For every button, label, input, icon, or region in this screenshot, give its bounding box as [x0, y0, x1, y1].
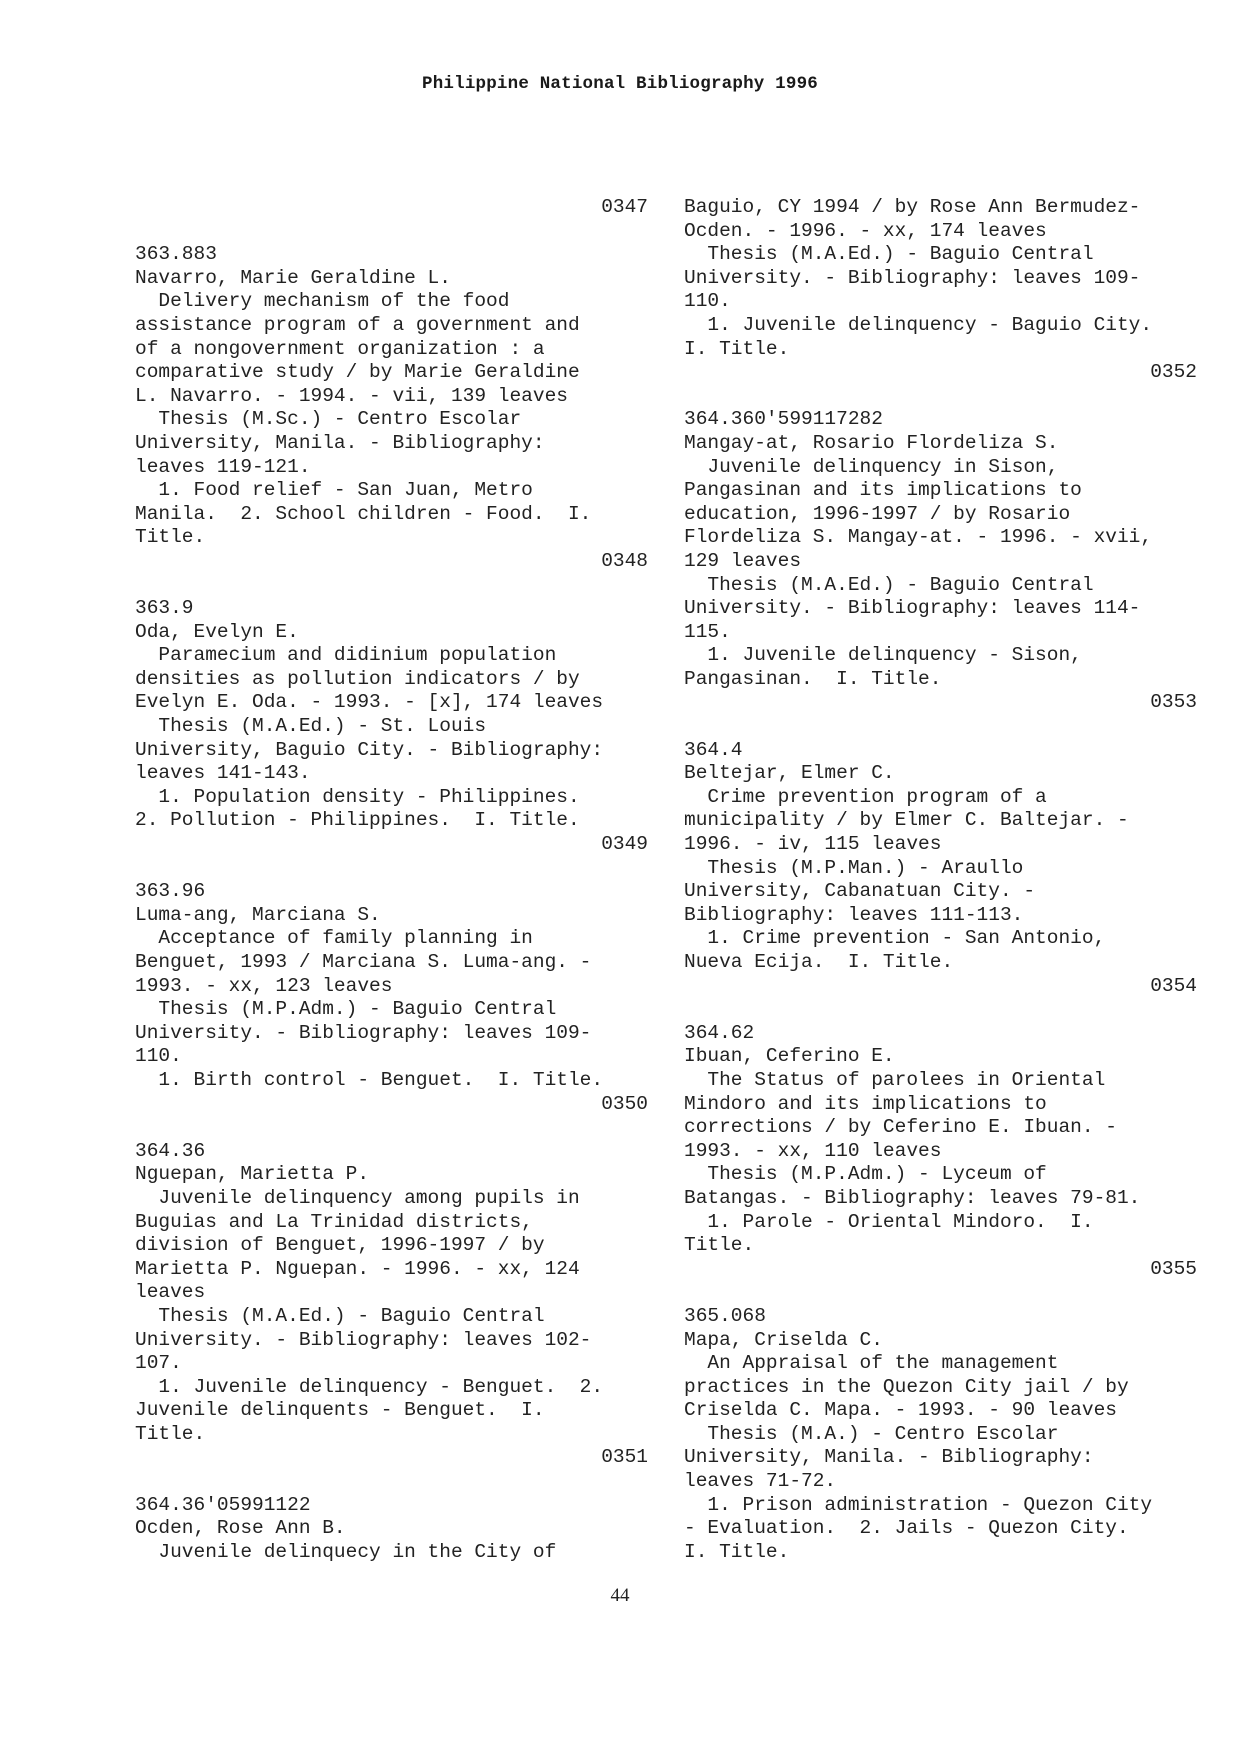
entry-line: University. - Bibliography: leaves 114-: [684, 597, 1141, 620]
entry-line: University, Manila. - Bibliography:: [684, 1446, 1094, 1469]
entry-line: University, Manila. - Bibliography:: [135, 431, 545, 454]
entry-line: Nguepan, Marietta P.: [135, 1163, 370, 1186]
entry-line: University, Cabanatuan City. -: [684, 880, 1036, 903]
entry-number: 0354: [1150, 974, 1197, 997]
entry-line: 1996. - iv, 115 leaves: [684, 833, 942, 856]
entry-spacer: [135, 857, 648, 881]
entry-line: Navarro, Marie Geraldine L.: [135, 266, 451, 289]
entry-line: Thesis (M.A.Ed.) - Baguio Central: [684, 573, 1094, 596]
entry-number: 0348: [601, 549, 648, 572]
entry-line: leaves 71-72.: [684, 1470, 837, 1493]
entry-line: of a nongovernment organization : a: [135, 337, 545, 360]
entry-line: leaves 119-121.: [135, 455, 311, 478]
entry-number: 0349: [601, 833, 648, 856]
entry-line: 107.: [135, 1352, 182, 1375]
entry-line: Marietta P. Nguepan. - 1996. - xx, 124: [135, 1257, 580, 1280]
class-number: 364.36: [135, 1139, 206, 1162]
entry-line: 1. Parole - Oriental Mindoro. I.: [684, 1210, 1094, 1233]
entry-line: Thesis (M.P.Adm.) - Baguio Central: [135, 998, 557, 1021]
entry-line: 1. Juvenile delinquency - Sison,: [684, 644, 1082, 667]
entry-line: Thesis (M.A.Ed.) - St. Louis: [135, 715, 487, 738]
entry-line: The Status of parolees in Oriental: [684, 1068, 1106, 1091]
entry-line: Beltejar, Elmer C.: [684, 762, 895, 785]
entry-line: University. - Bibliography: leaves 109-: [135, 1021, 592, 1044]
entry-line: Criselda C. Mapa. - 1993. - 90 leaves: [684, 1399, 1117, 1422]
entry-number: 0351: [601, 1446, 648, 1469]
entry-spacer: [684, 1281, 1197, 1305]
entry-line: Thesis (M.A.Ed.) - Baguio Central: [684, 243, 1094, 266]
entry-spacer: [135, 1470, 648, 1494]
entry-line: Crime prevention program of a: [684, 785, 1047, 808]
class-number: 365.068: [684, 1304, 766, 1327]
entry-line: Thesis (M.Sc.) - Centro Escolar: [135, 408, 522, 431]
left-column: [135, 196, 648, 1564]
entry-line: 1. Prison administration - Quezon City: [684, 1493, 1153, 1516]
entry-line: Delivery mechanism of the food: [135, 290, 510, 313]
entry-line: 1. Birth control - Benguet. I. Title.: [135, 1068, 604, 1091]
entry-line: University. - Bibliography: leaves 102-: [135, 1328, 592, 1351]
entry-line: University, Baguio City. - Bibliography:: [135, 738, 604, 761]
class-number: 364.62: [684, 1021, 755, 1044]
entry-line: leaves 141-143.: [135, 762, 311, 785]
page-title: Philippine National Bibliography 1996: [422, 74, 818, 94]
entry-spacer: [684, 715, 1197, 739]
entry-line: Flordeliza S. Mangay-at. - 1996. - xvii,: [684, 526, 1153, 549]
entry-line: municipality / by Elmer C. Baltejar. -: [684, 809, 1129, 832]
entry-line: Luma-ang, Marciana S.: [135, 903, 381, 926]
entry-line: Baguio, CY 1994 / by Rose Ann Bermudez-: [684, 196, 1141, 218]
entry-line: I. Title.: [684, 1540, 790, 1563]
entry-line: Ocden. - 1996. - xx, 174 leaves: [684, 219, 1047, 242]
entry-spacer: [684, 998, 1197, 1022]
entry-line: Mapa, Criselda C.: [684, 1328, 883, 1351]
entry-line: practices in the Quezon City jail / by: [684, 1375, 1129, 1398]
class-number: 364.360'599117282: [684, 408, 883, 431]
entry-number: 0355: [1150, 1257, 1197, 1280]
class-number: 363.96: [135, 880, 206, 903]
entry-spacer: [135, 220, 648, 244]
entry-line: 1. Crime prevention - San Antonio,: [684, 927, 1106, 950]
entry-line: assistance program of a government and: [135, 313, 580, 336]
entry-line: leaves: [135, 1281, 206, 1304]
page-number: 44: [610, 1585, 630, 1606]
entry-number: 0353: [1150, 691, 1197, 714]
entry-spacer: [684, 385, 1197, 409]
entry-line: I. Title.: [684, 337, 790, 360]
entry-line: Juvenile delinquecy in the City of: [135, 1540, 557, 1563]
entry-line: Buguias and La Trinidad districts,: [135, 1210, 533, 1233]
entry-line: 1. Food relief - San Juan, Metro: [135, 479, 533, 502]
entry-line: University. - Bibliography: leaves 109-: [684, 266, 1141, 289]
entry-line: 1993. - xx, 110 leaves: [684, 1139, 942, 1162]
entry-line: Evelyn E. Oda. - 1993. - [x], 174 leaves: [135, 691, 604, 714]
entry-line: 110.: [684, 290, 731, 313]
entry-line: 110.: [135, 1045, 182, 1068]
entry-line: Ibuan, Ceferino E.: [684, 1045, 895, 1068]
entry-line: comparative study / by Marie Geraldine: [135, 361, 580, 384]
class-number: 363.883: [135, 243, 217, 266]
entry-line: Thesis (M.P.Adm.) - Lyceum of: [684, 1163, 1047, 1186]
entry-line: Juvenile delinquents - Benguet. I.: [135, 1399, 545, 1422]
entry-line: Benguet, 1993 / Marciana S. Luma-ang. -: [135, 951, 592, 973]
entry-line: division of Benguet, 1996-1997 / by: [135, 1234, 545, 1257]
class-number: 363.9: [135, 597, 194, 620]
entry-line: Bibliography: leaves 111-113.: [684, 903, 1024, 926]
entry-line: Title.: [684, 1234, 755, 1257]
class-number: 364.4: [684, 738, 743, 761]
entry-line: Thesis (M.A.Ed.) - Baguio Central: [135, 1304, 545, 1327]
entry-line: 1. Population density - Philippines.: [135, 785, 580, 808]
entry-line: Title.: [135, 1422, 206, 1445]
entry-line: Mindoro and its implications to: [684, 1092, 1047, 1115]
entry-line: densities as pollution indicators / by: [135, 667, 580, 690]
entry-line: Manila. 2. School children - Food. I.: [135, 502, 592, 525]
entry-line: Paramecium and didinium population: [135, 644, 557, 667]
entry-line: Juvenile delinquency in Sison,: [684, 455, 1059, 478]
class-number: 364.36'05991122: [135, 1493, 311, 1516]
entry-line: 2. Pollution - Philippines. I. Title.: [135, 809, 580, 832]
entry-line: corrections / by Ceferino E. Ibuan. -: [684, 1116, 1117, 1139]
entry-line: Ocden, Rose Ann B.: [135, 1517, 346, 1540]
entry-line: Pangasinan. I. Title.: [684, 667, 942, 690]
entry-line: Title.: [135, 526, 206, 549]
entry-line: Acceptance of family planning in: [135, 927, 533, 950]
entry-number: 0352: [1150, 361, 1197, 384]
entry-line: - Evaluation. 2. Jails - Quezon City.: [684, 1517, 1129, 1540]
entry-line: Oda, Evelyn E.: [135, 620, 299, 643]
entry-line: 1993. - xx, 123 leaves: [135, 974, 393, 997]
entry-line: An Appraisal of the management: [684, 1352, 1059, 1375]
entry-line: Thesis (M.P.Man.) - Araullo: [684, 856, 1024, 879]
entry-line: Thesis (M.A.) - Centro Escolar: [684, 1422, 1059, 1445]
entry-spacer: [135, 1116, 648, 1140]
entry-line: Juvenile delinquency among pupils in: [135, 1186, 580, 1209]
entry-number: 0350: [601, 1092, 648, 1115]
right-column: [684, 196, 1197, 1564]
entry-line: Batangas. - Bibliography: leaves 79-81.: [684, 1186, 1141, 1209]
entry-line: Mangay-at, Rosario Flordeliza S.: [684, 431, 1059, 454]
entry-line: Nueva Ecija. I. Title.: [684, 951, 954, 973]
entry-spacer: [135, 574, 648, 598]
entry-line: Pangasinan and its implications to: [684, 479, 1082, 502]
entry-line: L. Navarro. - 1994. - vii, 139 leaves: [135, 384, 568, 407]
entry-number: 0347: [601, 196, 648, 218]
entry-line: 1. Juvenile delinquency - Benguet. 2.: [135, 1375, 604, 1398]
entry-line: education, 1996-1997 / by Rosario: [684, 502, 1071, 525]
entry-line: 115.: [684, 620, 731, 643]
entry-line: 1. Juvenile delinquency - Baguio City.: [684, 313, 1153, 336]
entry-line: 129 leaves: [684, 549, 802, 572]
